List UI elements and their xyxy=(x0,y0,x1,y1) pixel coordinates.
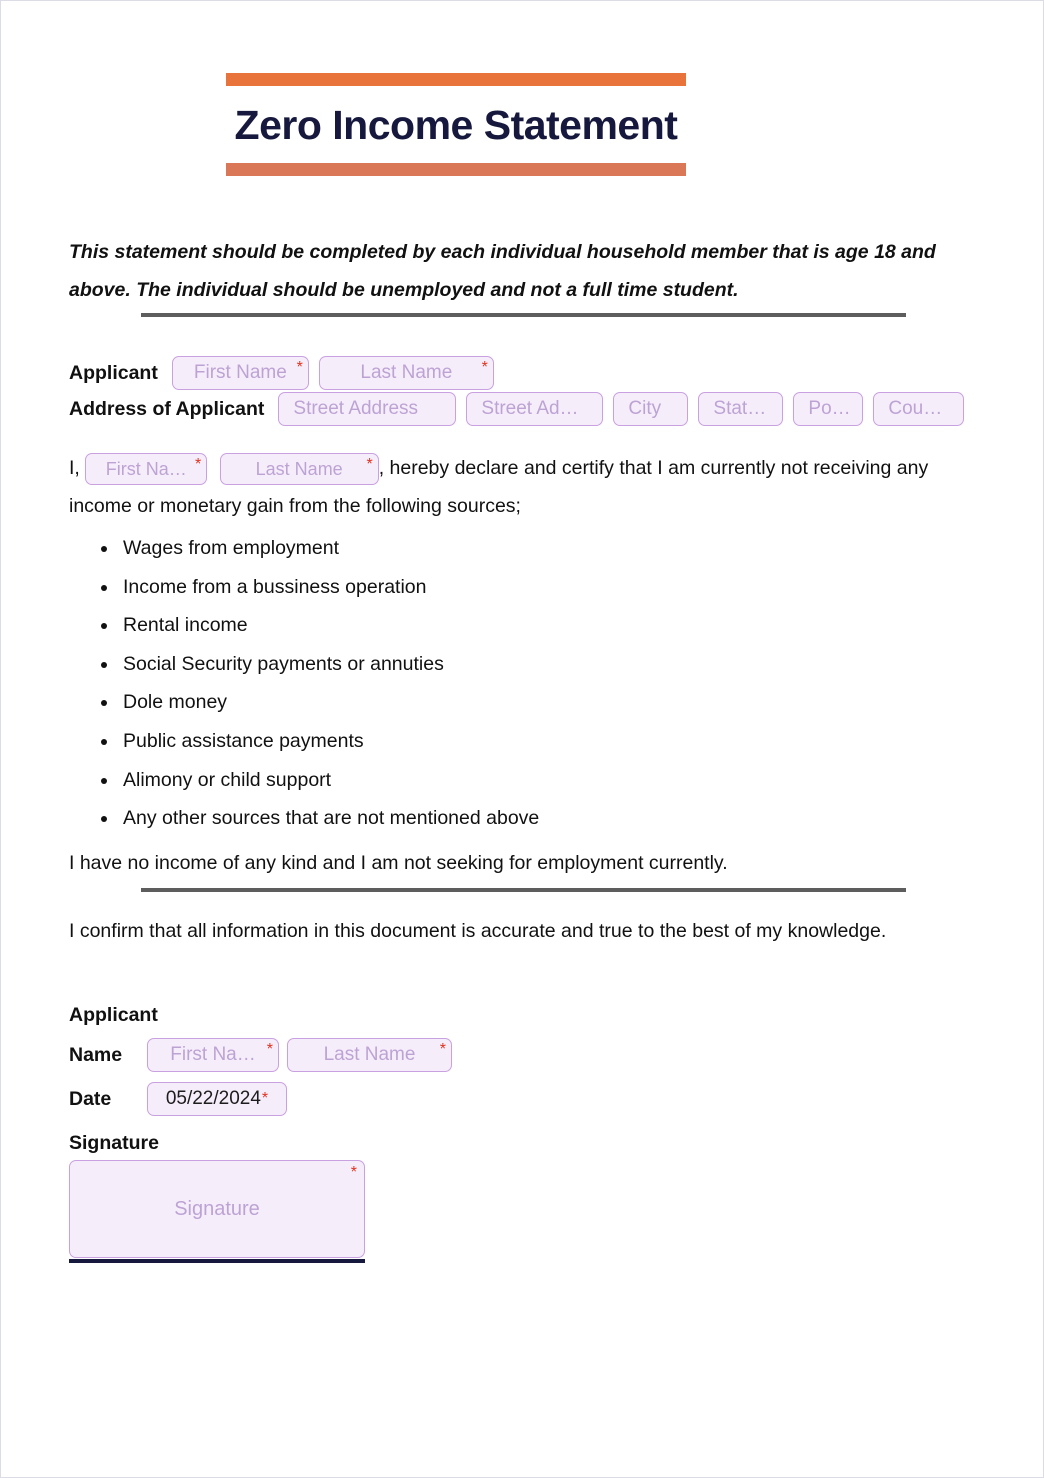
signature-last-name-placeholder: Last Name xyxy=(323,1044,416,1065)
signature-date-row xyxy=(69,1082,287,1116)
street-address-2-placeholder: Street Ad… xyxy=(481,398,579,419)
declaration-lead-in: I, xyxy=(69,457,80,479)
page-title: Zero Income Statement xyxy=(234,102,678,148)
list-item: • Social Security payments or annuties xyxy=(119,645,539,684)
state-placeholder: Stat… xyxy=(713,398,767,419)
list-item: • Rental income xyxy=(119,606,539,645)
list-item: • Income from a bussiness operation xyxy=(119,568,539,607)
declaration-closing-text: I have no income of any kind and I am not seeking for employment currently. xyxy=(69,852,728,874)
required-asterisk: * xyxy=(366,455,373,473)
applicant-name-row xyxy=(69,356,494,390)
required-asterisk: * xyxy=(261,1090,269,1107)
accent-bar-top xyxy=(226,73,686,86)
street-address-1-input[interactable] xyxy=(278,392,456,426)
income-sources-list xyxy=(69,529,539,838)
signature-date-input[interactable] xyxy=(147,1082,287,1116)
declaration-first-name-input[interactable] xyxy=(85,453,207,485)
required-asterisk: * xyxy=(439,1041,446,1058)
city-input[interactable] xyxy=(613,392,688,426)
section-divider-top xyxy=(141,313,906,317)
signature-field-wrapper xyxy=(69,1160,365,1263)
required-asterisk: * xyxy=(266,1041,273,1058)
declaration-last-name-placeholder: Last Name xyxy=(255,458,343,479)
postal-code-input[interactable] xyxy=(793,392,863,426)
applicant-last-name-placeholder: Last Name xyxy=(360,362,453,383)
signature-placeholder: Signature xyxy=(174,1197,260,1220)
applicant-address-row xyxy=(69,392,964,426)
required-asterisk: * xyxy=(350,1164,357,1181)
applicant-first-name-input[interactable] xyxy=(172,356,309,390)
confirmation-paragraph: I confirm that all information in this document is accurate and true to the best of my knowledge. xyxy=(69,920,887,942)
declaration-paragraph xyxy=(69,449,984,525)
section-divider-middle xyxy=(141,888,906,892)
signature-section-label: Signature xyxy=(69,1132,159,1154)
signature-name-label: Name xyxy=(69,1043,123,1066)
list-item: • Any other sources that are not mentioned above xyxy=(119,799,539,838)
document-header xyxy=(226,73,686,176)
required-asterisk: * xyxy=(296,359,303,376)
applicant-first-name-placeholder: First Name xyxy=(193,362,287,383)
city-placeholder: City xyxy=(628,398,662,419)
street-address-2-input[interactable] xyxy=(466,392,603,426)
country-input[interactable] xyxy=(873,392,964,426)
declaration-last-name-input[interactable] xyxy=(220,453,379,485)
signature-applicant-label: Applicant xyxy=(69,1004,158,1026)
declaration-first-name-placeholder: First Na… xyxy=(105,458,187,479)
list-item: • Dole money xyxy=(119,683,539,722)
signature-first-name-placeholder: First Na… xyxy=(170,1044,256,1065)
declaration-body-text: , hereby declare and certify that I am currently not receiving any income or monetary gain from the following sources; xyxy=(69,457,929,517)
document-instructions: This statement should be completed by each individual household member that is age 18 and above. The individual should be unemployed and not a full time student. xyxy=(69,241,936,301)
list-item: • Wages from employment xyxy=(119,529,539,568)
signature-baseline xyxy=(69,1259,365,1263)
state-input[interactable] xyxy=(698,392,783,426)
required-asterisk: * xyxy=(481,359,488,376)
required-asterisk: * xyxy=(195,455,202,473)
signature-name-row xyxy=(69,1038,452,1072)
signature-date-value: 05/22/2024 xyxy=(165,1088,261,1109)
signature-first-name-input[interactable] xyxy=(147,1038,279,1072)
list-item: • Public assistance payments xyxy=(119,722,539,761)
list-item: • Alimony or child support xyxy=(119,761,539,800)
signature-date-label: Date xyxy=(69,1087,112,1110)
street-address-1-placeholder: Street Address xyxy=(293,398,419,419)
country-placeholder: Cou… xyxy=(888,398,943,419)
applicant-last-name-input[interactable] xyxy=(319,356,494,390)
applicant-label: Applicant xyxy=(69,361,158,384)
postal-code-placeholder: Po… xyxy=(808,398,851,419)
signature-pad[interactable] xyxy=(69,1160,365,1258)
address-label: Address of Applicant xyxy=(69,397,265,420)
signature-last-name-input[interactable] xyxy=(287,1038,452,1072)
accent-bar-bottom xyxy=(226,163,686,176)
